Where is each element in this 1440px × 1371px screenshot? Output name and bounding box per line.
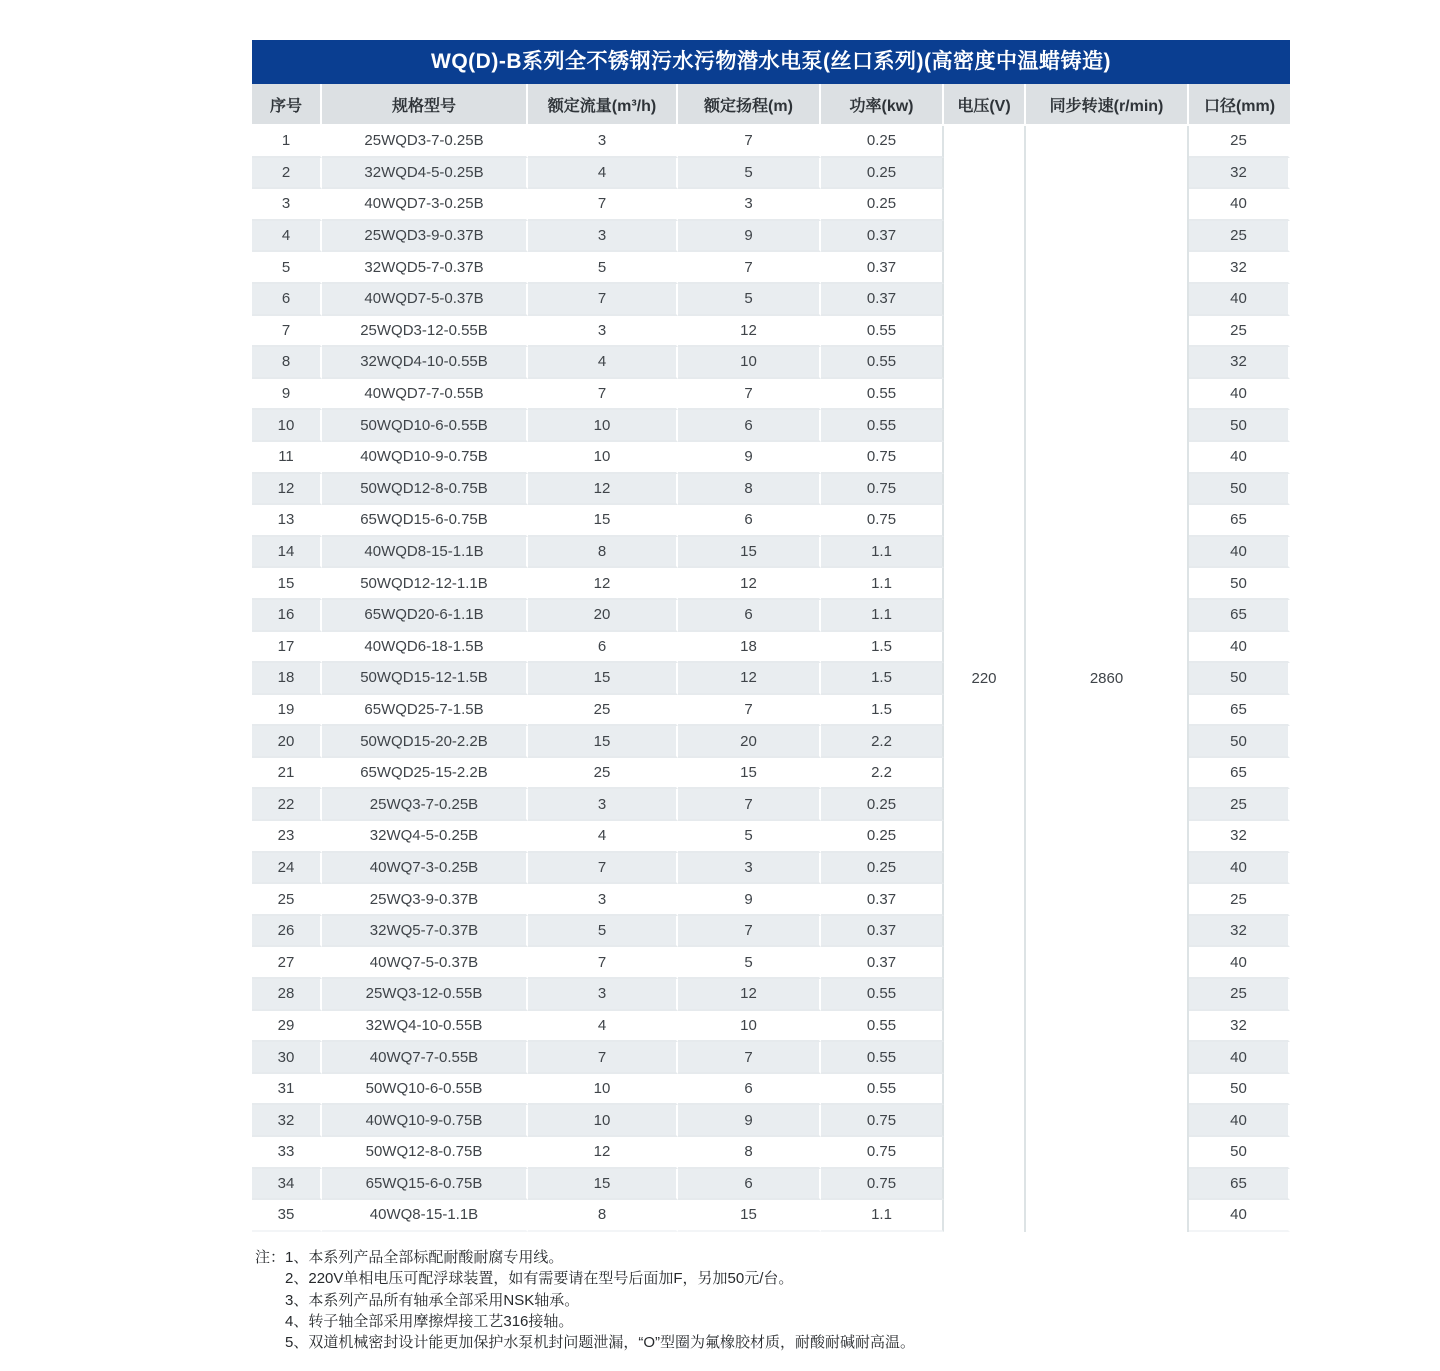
cell-head: 8	[678, 474, 821, 506]
cell-flow: 7	[528, 853, 678, 885]
cell-model: 25WQD3-9-0.37B	[322, 221, 528, 253]
cell-index: 31	[252, 1074, 322, 1106]
cell-head: 20	[678, 726, 821, 758]
cell-flow: 8	[528, 1200, 678, 1232]
cell-diameter: 50	[1189, 1074, 1290, 1106]
cell-diameter: 25	[1189, 126, 1290, 158]
cell-power: 0.37	[821, 947, 944, 979]
cell-index: 29	[252, 1011, 322, 1043]
cell-diameter: 40	[1189, 189, 1290, 221]
cell-model: 40WQD7-7-0.55B	[322, 379, 528, 411]
cell-index: 6	[252, 284, 322, 316]
cell-power: 0.75	[821, 1137, 944, 1169]
cell-model: 25WQ3-7-0.25B	[322, 789, 528, 821]
cell-model: 40WQD8-15-1.1B	[322, 537, 528, 569]
cell-index: 7	[252, 316, 322, 348]
cell-power: 1.5	[821, 663, 944, 695]
cell-model: 50WQD15-12-1.5B	[322, 663, 528, 695]
cell-flow: 12	[528, 474, 678, 506]
cell-flow: 12	[528, 1137, 678, 1169]
cell-index: 1	[252, 126, 322, 158]
cell-head: 5	[678, 947, 821, 979]
cell-power: 1.5	[821, 632, 944, 664]
cell-diameter: 25	[1189, 221, 1290, 253]
cell-index: 32	[252, 1105, 322, 1137]
cell-head: 9	[678, 884, 821, 916]
cell-diameter: 65	[1189, 695, 1290, 727]
cell-diameter: 40	[1189, 1042, 1290, 1074]
cell-index: 28	[252, 979, 322, 1011]
cell-flow: 15	[528, 505, 678, 537]
cell-model: 32WQ4-5-0.25B	[322, 821, 528, 853]
cell-model: 65WQD20-6-1.1B	[322, 600, 528, 632]
cell-head: 9	[678, 1105, 821, 1137]
cell-diameter: 40	[1189, 947, 1290, 979]
cell-index: 3	[252, 189, 322, 221]
cell-index: 34	[252, 1169, 322, 1201]
cell-flow: 3	[528, 789, 678, 821]
cell-head: 12	[678, 663, 821, 695]
cell-flow: 4	[528, 1011, 678, 1043]
cell-index: 5	[252, 252, 322, 284]
cell-flow: 25	[528, 758, 678, 790]
cell-index: 2	[252, 158, 322, 190]
cell-power: 0.37	[821, 252, 944, 284]
cell-diameter: 25	[1189, 979, 1290, 1011]
cell-power: 0.25	[821, 821, 944, 853]
column-header: 序号	[252, 84, 322, 126]
cell-head: 6	[678, 1169, 821, 1201]
cell-diameter: 40	[1189, 379, 1290, 411]
cell-power: 1.1	[821, 537, 944, 569]
cell-diameter: 32	[1189, 252, 1290, 284]
note-line: 1、本系列产品全部标配耐酸耐腐专用线。	[285, 1248, 564, 1266]
cell-head: 15	[678, 1200, 821, 1232]
cell-index: 16	[252, 600, 322, 632]
cell-flow: 20	[528, 600, 678, 632]
cell-power: 1.1	[821, 568, 944, 600]
cell-diameter: 25	[1189, 884, 1290, 916]
cell-power: 0.75	[821, 1169, 944, 1201]
cell-power: 0.55	[821, 1011, 944, 1043]
cell-diameter: 40	[1189, 1105, 1290, 1137]
cell-flow: 3	[528, 316, 678, 348]
cell-head: 7	[678, 126, 821, 158]
cell-index: 27	[252, 947, 322, 979]
cell-model: 40WQ7-7-0.55B	[322, 1042, 528, 1074]
cell-flow: 8	[528, 537, 678, 569]
cell-head: 18	[678, 632, 821, 664]
cell-flow: 25	[528, 695, 678, 727]
column-header: 额定流量(m³/h)	[528, 84, 678, 126]
cell-index: 23	[252, 821, 322, 853]
cell-flow: 10	[528, 410, 678, 442]
cell-power: 0.25	[821, 789, 944, 821]
cell-model: 50WQ12-8-0.75B	[322, 1137, 528, 1169]
cell-model: 32WQD4-10-0.55B	[322, 347, 528, 379]
column-header: 口径(mm)	[1189, 84, 1290, 126]
cell-power: 0.75	[821, 442, 944, 474]
cell-diameter: 65	[1189, 600, 1290, 632]
cell-index: 24	[252, 853, 322, 885]
cell-index: 33	[252, 1137, 322, 1169]
cell-head: 6	[678, 410, 821, 442]
cell-diameter: 50	[1189, 726, 1290, 758]
cell-model: 50WQD12-8-0.75B	[322, 474, 528, 506]
cell-flow: 3	[528, 979, 678, 1011]
column-header: 电压(V)	[944, 84, 1026, 126]
cell-diameter: 25	[1189, 789, 1290, 821]
cell-flow: 7	[528, 189, 678, 221]
cell-power: 0.37	[821, 916, 944, 948]
cell-index: 35	[252, 1200, 322, 1232]
cell-head: 10	[678, 347, 821, 379]
table-title: WQ(D)-B系列全不锈钢污水污物潜水电泵(丝口系列)(高密度中温蜡铸造)	[252, 40, 1290, 84]
cell-model: 40WQD10-9-0.75B	[322, 442, 528, 474]
cell-head: 15	[678, 758, 821, 790]
cell-index: 4	[252, 221, 322, 253]
cell-flow: 10	[528, 1074, 678, 1106]
cell-model: 50WQD15-20-2.2B	[322, 726, 528, 758]
cell-diameter: 50	[1189, 663, 1290, 695]
cell-diameter: 40	[1189, 1200, 1290, 1232]
cell-flow: 6	[528, 632, 678, 664]
cell-head: 15	[678, 537, 821, 569]
cell-model: 50WQD10-6-0.55B	[322, 410, 528, 442]
cell-head: 10	[678, 1011, 821, 1043]
note-line: 4、转子轴全部采用摩擦焊接工艺316接轴。	[285, 1313, 574, 1330]
cell-head: 7	[678, 695, 821, 727]
cell-head: 7	[678, 1042, 821, 1074]
cell-power: 0.25	[821, 126, 944, 158]
cell-power: 0.55	[821, 316, 944, 348]
column-header: 额定扬程(m)	[678, 84, 821, 126]
cell-power: 0.25	[821, 189, 944, 221]
cell-flow: 7	[528, 947, 678, 979]
cell-power: 0.37	[821, 884, 944, 916]
cell-model: 50WQ10-6-0.55B	[322, 1074, 528, 1106]
cell-index: 13	[252, 505, 322, 537]
cell-power: 0.75	[821, 505, 944, 537]
cell-head: 6	[678, 600, 821, 632]
cell-power: 0.55	[821, 979, 944, 1011]
table-row	[252, 126, 1290, 158]
cell-model: 65WQD25-15-2.2B	[322, 758, 528, 790]
cell-head: 7	[678, 789, 821, 821]
cell-diameter: 32	[1189, 158, 1290, 190]
cell-index: 15	[252, 568, 322, 600]
cell-head: 12	[678, 316, 821, 348]
column-header: 功率(kw)	[821, 84, 944, 126]
cell-speed-merged: 2860	[1026, 126, 1189, 1232]
cell-flow: 7	[528, 284, 678, 316]
cell-flow: 7	[528, 379, 678, 411]
cell-model: 32WQ4-10-0.55B	[322, 1011, 528, 1043]
cell-head: 12	[678, 568, 821, 600]
note-line: 5、双道机械密封设计能更加保护水泵机封问题泄漏，“O”型圈为氟橡胶材质，耐酸耐碱耐高温。	[285, 1334, 916, 1352]
cell-index: 14	[252, 537, 322, 569]
spec-table	[252, 84, 1290, 1232]
cell-diameter: 40	[1189, 442, 1290, 474]
cell-index: 21	[252, 758, 322, 790]
notes-items	[285, 1247, 1290, 1354]
cell-head: 5	[678, 284, 821, 316]
cell-head: 9	[678, 442, 821, 474]
cell-index: 11	[252, 442, 322, 474]
cell-head: 7	[678, 916, 821, 948]
cell-model: 40WQD7-3-0.25B	[322, 189, 528, 221]
cell-power: 1.1	[821, 1200, 944, 1232]
table-body	[252, 126, 1290, 1232]
cell-index: 19	[252, 695, 322, 727]
cell-index: 25	[252, 884, 322, 916]
cell-flow: 4	[528, 347, 678, 379]
cell-diameter: 40	[1189, 632, 1290, 664]
cell-flow: 4	[528, 158, 678, 190]
cell-power: 0.55	[821, 410, 944, 442]
column-header: 规格型号	[322, 84, 528, 126]
cell-index: 17	[252, 632, 322, 664]
cell-power: 0.55	[821, 347, 944, 379]
cell-diameter: 50	[1189, 1137, 1290, 1169]
cell-model: 65WQ15-6-0.75B	[322, 1169, 528, 1201]
cell-diameter: 32	[1189, 1011, 1290, 1043]
cell-power: 0.55	[821, 1042, 944, 1074]
cell-model: 50WQD12-12-1.1B	[322, 568, 528, 600]
cell-head: 7	[678, 379, 821, 411]
cell-diameter: 32	[1189, 916, 1290, 948]
cell-model: 40WQ8-15-1.1B	[322, 1200, 528, 1232]
cell-model: 32WQ5-7-0.37B	[322, 916, 528, 948]
cell-index: 26	[252, 916, 322, 948]
cell-power: 2.2	[821, 726, 944, 758]
cell-diameter: 40	[1189, 284, 1290, 316]
cell-index: 20	[252, 726, 322, 758]
cell-model: 40WQ7-5-0.37B	[322, 947, 528, 979]
cell-power: 1.1	[821, 600, 944, 632]
cell-head: 12	[678, 979, 821, 1011]
cell-model: 40WQ7-3-0.25B	[322, 853, 528, 885]
cell-flow: 15	[528, 1169, 678, 1201]
cell-diameter: 32	[1189, 821, 1290, 853]
cell-voltage-merged: 220	[944, 126, 1026, 1232]
cell-index: 12	[252, 474, 322, 506]
cell-power: 0.25	[821, 853, 944, 885]
cell-head: 5	[678, 821, 821, 853]
cell-flow: 5	[528, 252, 678, 284]
header-row	[252, 84, 1290, 126]
cell-index: 30	[252, 1042, 322, 1074]
cell-model: 25WQ3-12-0.55B	[322, 979, 528, 1011]
cell-flow: 7	[528, 1042, 678, 1074]
cell-model: 25WQD3-12-0.55B	[322, 316, 528, 348]
cell-flow: 12	[528, 568, 678, 600]
cell-model: 25WQD3-7-0.25B	[322, 126, 528, 158]
cell-model: 65WQD15-6-0.75B	[322, 505, 528, 537]
cell-index: 18	[252, 663, 322, 695]
cell-power: 0.25	[821, 158, 944, 190]
cell-diameter: 50	[1189, 568, 1290, 600]
cell-flow: 3	[528, 221, 678, 253]
cell-head: 9	[678, 221, 821, 253]
cell-model: 32WQD5-7-0.37B	[322, 252, 528, 284]
cell-model: 25WQ3-9-0.37B	[322, 884, 528, 916]
cell-power: 0.55	[821, 379, 944, 411]
cell-model: 40WQ10-9-0.75B	[322, 1105, 528, 1137]
cell-head: 5	[678, 158, 821, 190]
cell-head: 6	[678, 505, 821, 537]
cell-model: 32WQD4-5-0.25B	[322, 158, 528, 190]
cell-diameter: 40	[1189, 537, 1290, 569]
notes-label: 注：	[255, 1248, 286, 1266]
cell-flow: 4	[528, 821, 678, 853]
cell-power: 0.55	[821, 1074, 944, 1106]
cell-model: 40WQD7-5-0.37B	[322, 284, 528, 316]
spec-sheet	[252, 40, 1290, 1354]
cell-diameter: 32	[1189, 347, 1290, 379]
cell-flow: 3	[528, 884, 678, 916]
cell-power: 2.2	[821, 758, 944, 790]
cell-index: 10	[252, 410, 322, 442]
cell-index: 8	[252, 347, 322, 379]
cell-power: 0.75	[821, 474, 944, 506]
column-header: 同步转速(r/min)	[1026, 84, 1189, 126]
cell-model: 65WQD25-7-1.5B	[322, 695, 528, 727]
notes	[252, 1247, 1290, 1354]
cell-index: 22	[252, 789, 322, 821]
cell-diameter: 50	[1189, 474, 1290, 506]
cell-power: 1.5	[821, 695, 944, 727]
cell-diameter: 50	[1189, 410, 1290, 442]
cell-diameter: 65	[1189, 1169, 1290, 1201]
cell-power: 0.37	[821, 221, 944, 253]
cell-diameter: 25	[1189, 316, 1290, 348]
cell-diameter: 65	[1189, 505, 1290, 537]
cell-head: 3	[678, 853, 821, 885]
note-line: 2、220V单相电压可配浮球装置，如有需要请在型号后面加F，另加50元/台。	[285, 1270, 794, 1288]
cell-flow: 3	[528, 126, 678, 158]
note-line: 3、本系列产品所有轴承全部采用NSK轴承。	[285, 1291, 580, 1309]
cell-diameter: 65	[1189, 758, 1290, 790]
cell-flow: 15	[528, 726, 678, 758]
cell-flow: 10	[528, 442, 678, 474]
cell-power: 0.37	[821, 284, 944, 316]
cell-flow: 5	[528, 916, 678, 948]
cell-head: 7	[678, 252, 821, 284]
cell-flow: 10	[528, 1105, 678, 1137]
cell-model: 40WQD6-18-1.5B	[322, 632, 528, 664]
cell-index: 9	[252, 379, 322, 411]
cell-head: 6	[678, 1074, 821, 1106]
cell-power: 0.75	[821, 1105, 944, 1137]
cell-head: 3	[678, 189, 821, 221]
cell-flow: 15	[528, 663, 678, 695]
cell-head: 8	[678, 1137, 821, 1169]
cell-diameter: 40	[1189, 853, 1290, 885]
